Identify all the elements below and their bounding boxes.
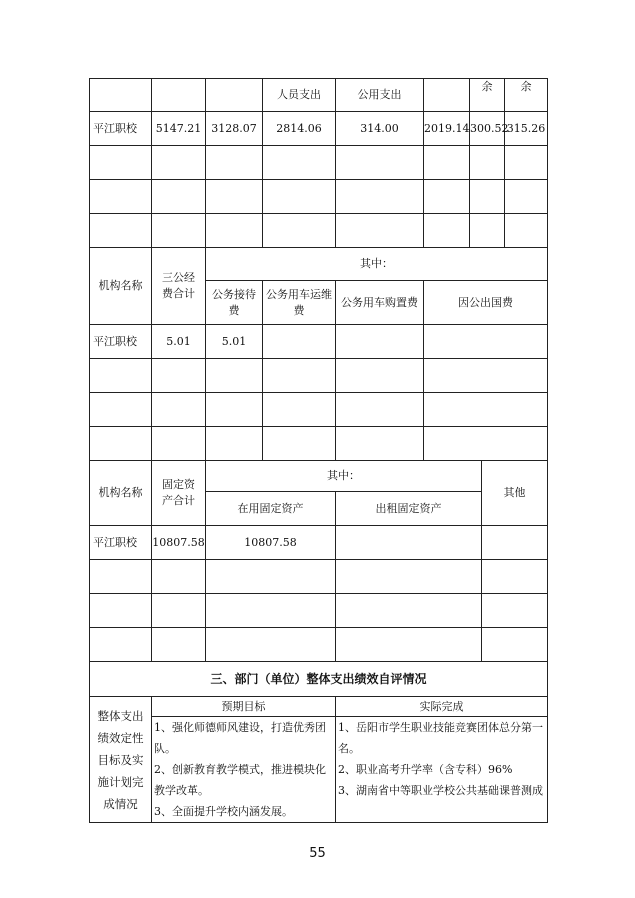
value-cell: 314.00 [336, 112, 424, 146]
value-cell: 315.26 [505, 112, 548, 146]
value-cell: 300.52 [470, 112, 505, 146]
col-in-use: 在用固定资产 [206, 492, 336, 526]
col-vehicle-ops: 公务用车运维费 [263, 281, 336, 325]
blank-cell [424, 79, 470, 112]
value-cell: 3128.07 [206, 112, 263, 146]
plan-heading: 预期目标 [152, 697, 336, 717]
blank-cell [90, 79, 152, 112]
page-number: 55 [309, 846, 326, 861]
done-item: 2、职业高考升学率（含专科）96% [338, 763, 513, 776]
plan-item: 1、强化师德师风建设，打造优秀团队。 [154, 721, 326, 755]
value-cell: 2814.06 [263, 112, 336, 146]
plan-list [152, 717, 336, 823]
value-cell: 2019.14 [424, 112, 470, 146]
header-balance-a: 余 [470, 79, 505, 112]
plan-item: 3、全面提升学校内涵发展。 [154, 805, 293, 818]
value-cell: 10807.58 [206, 526, 336, 560]
org-label: 机构名称 [90, 248, 152, 325]
of-which-label: 其中： [206, 248, 548, 281]
total-label: 三公经费合计 [152, 248, 206, 325]
blank-cell [206, 79, 263, 112]
org-label: 机构名称 [90, 461, 152, 526]
of-which-label: 其中： [206, 461, 482, 492]
value-cell: 10807.58 [152, 526, 206, 560]
org-name: 平江职校 [90, 325, 152, 359]
value-cell: 5147.21 [152, 112, 206, 146]
done-item: 3、湖南省中等职业学校公共基础课普测成 [338, 784, 543, 797]
expense-table [89, 78, 548, 248]
performance-table [89, 661, 548, 823]
header-balance-b: 余 [505, 79, 548, 112]
done-heading: 实际完成 [336, 697, 548, 717]
header-personnel: 人员支出 [263, 79, 336, 112]
value-cell: 5.01 [152, 325, 206, 359]
col-vehicle-purchase: 公务用车购置费 [336, 281, 424, 325]
col-reception: 公务接待费 [206, 281, 263, 325]
value-cell: 5.01 [206, 325, 263, 359]
three-public-expense-table [89, 247, 548, 461]
blank-cell [152, 79, 206, 112]
other-label: 其他 [482, 461, 548, 526]
header-public: 公用支出 [336, 79, 424, 112]
fixed-asset-table [89, 460, 548, 662]
col-leased: 出租固定资产 [336, 492, 482, 526]
section-title: 三、部门（单位）整体支出绩效自评情况 [90, 662, 548, 697]
col-overseas: 因公出国费 [424, 281, 548, 325]
org-name: 平江职校 [90, 526, 152, 560]
org-name: 平江职校 [90, 112, 152, 146]
row-label: 整体支出绩效定性目标及实施计划完成情况 [90, 697, 152, 823]
done-item: 1、岳阳市学生职业技能竞赛团体总分第一名。 [338, 721, 543, 755]
total-label: 固定资产合计 [152, 461, 206, 526]
plan-item: 2、创新教育教学模式，推进模块化教学改革。 [154, 763, 326, 797]
done-list [336, 717, 548, 823]
